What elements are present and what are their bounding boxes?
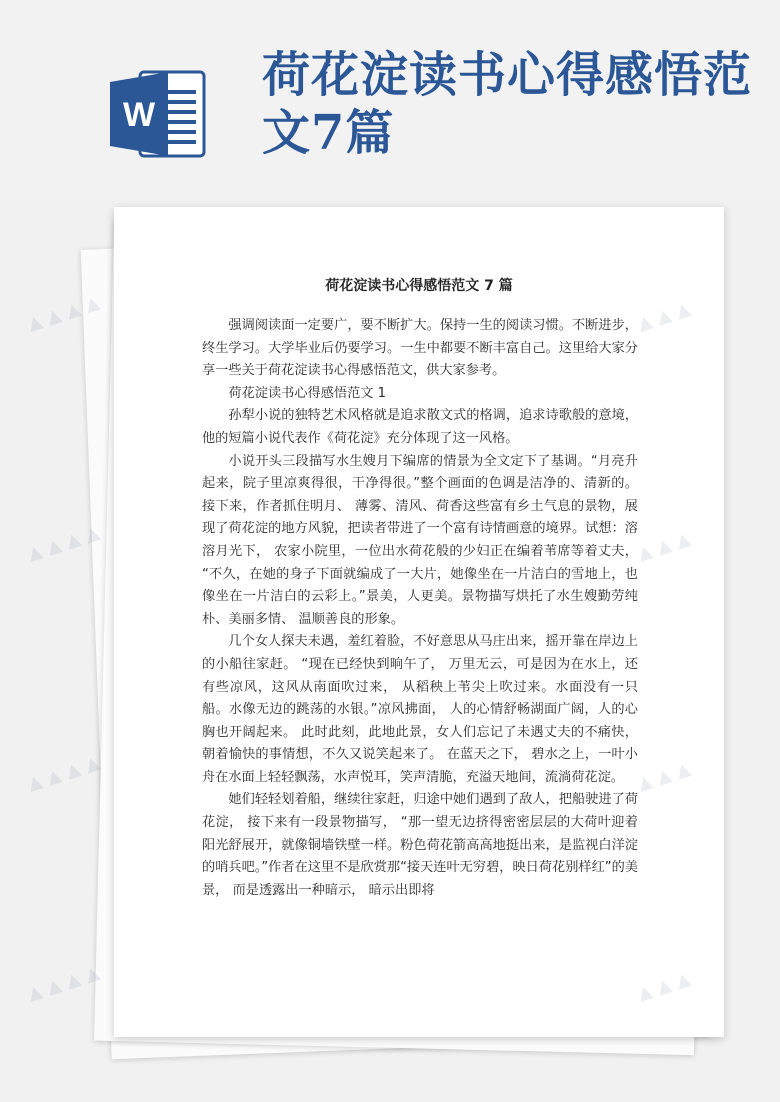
- paragraph-4: 她们轻轻划着船，继续往家赶，归途中她们遇到了敌人，把船驶进了荷花淀， 接下来有一段景物描写， “那一望无边挤得密密层层的大荷叶迎着阳光舒展开，就像铜墙铁壁一样。粉色荷花箭高高地挺出来，是监视白洋淀的哨兵吧。”作者在这里不是欣赏那“接天连叶无穷碧，映日荷花别样红”的美景， 而是透露出一种暗示， 暗示出即将: [202, 792, 638, 898]
- watermark-mark: ▲ ▲ ▲ ▲: [25, 291, 103, 335]
- paragraph-2: 小说开头三段描写水生嫂月下编席的情景为全文定下了基调。“月亮升起来，院子里凉爽得很，干净得很。”整个画面的色调是洁净的、清新的。 接下来，作者抓住明月、 薄雾、清风、荷香这些富有乡土气息的景物，展现了荷花淀的地方风貌，把读者带进了一个富有诗情画意的境界。试想：溶溶月光下， 农家小院里，一位出水荷花般的少妇正在编着苇席等着丈夫， “不久，在她的身子下面就编成了一大片，她像坐在一片洁白的雪地上，也像坐在一片洁白的云彩上。”景美，人更美。景物描写烘托了水生嫂勤劳纯朴、美丽多情、 温顺善良的形象。: [202, 453, 638, 627]
- watermark-mark: ▲ ▲ ▲ ▲: [25, 521, 103, 565]
- header-banner: [0, 0, 780, 200]
- word-document-icon: [110, 68, 208, 160]
- document-body: [202, 315, 638, 902]
- paragraph-1: 孙犁小说的独特艺术风格就是追求散文式的格调，追求诗歌般的意境，他的短篇小说代表作《荷花淀》充分体现了这一风格。: [202, 408, 638, 446]
- word-logo-letter: W: [122, 96, 156, 134]
- page-title: 荷花淀读书心得感悟范文7篇: [262, 47, 753, 161]
- paragraph-3: 几个女人探夫未遇，羞红着脸，不好意思从马庄出来，摇开靠在岸边上的小船往家赶。 “现在已经快到晌午了， 万里无云，可是因为在水上，还有些凉风，这风从南面吹过来， 从稻秧上苇尖上吹过来。水面没有一只船。水像无边的跳荡的水银。”凉风拂面， 人的心情舒畅湖面广阔，人的心胸也开阔起来。 此时此刻，此地此景，女人们忘记了未遇丈夫的不痛快，朝着愉快的事情想，不久又说笑起来了。 在蓝天之下， 碧水之上，一叶小舟在水面上轻轻飘荡，水声悦耳，笑声清脆，充溢天地间，流淌荷花淀。: [202, 634, 638, 785]
- watermark-mark: ▲ ▲ ▲ ▲: [25, 751, 103, 795]
- watermark-mark: ▲ ▲ ▲ ▲: [25, 961, 103, 1005]
- paragraph-subheading: 荷花淀读书心得感悟范文 1: [228, 385, 387, 401]
- document-page: [114, 207, 724, 1037]
- document-title: 荷花淀读书心得感悟范文 7 篇: [325, 278, 513, 294]
- paragraph-intro: 强调阅读面一定要广，要不断扩大。保持一生的阅读习惯。不断进步，终生学习。大学毕业后仍要学习。一生中都要不断丰富自己。这里给大家分享一些关于荷花淀读书心得感悟范文，供大家参考。: [202, 318, 638, 379]
